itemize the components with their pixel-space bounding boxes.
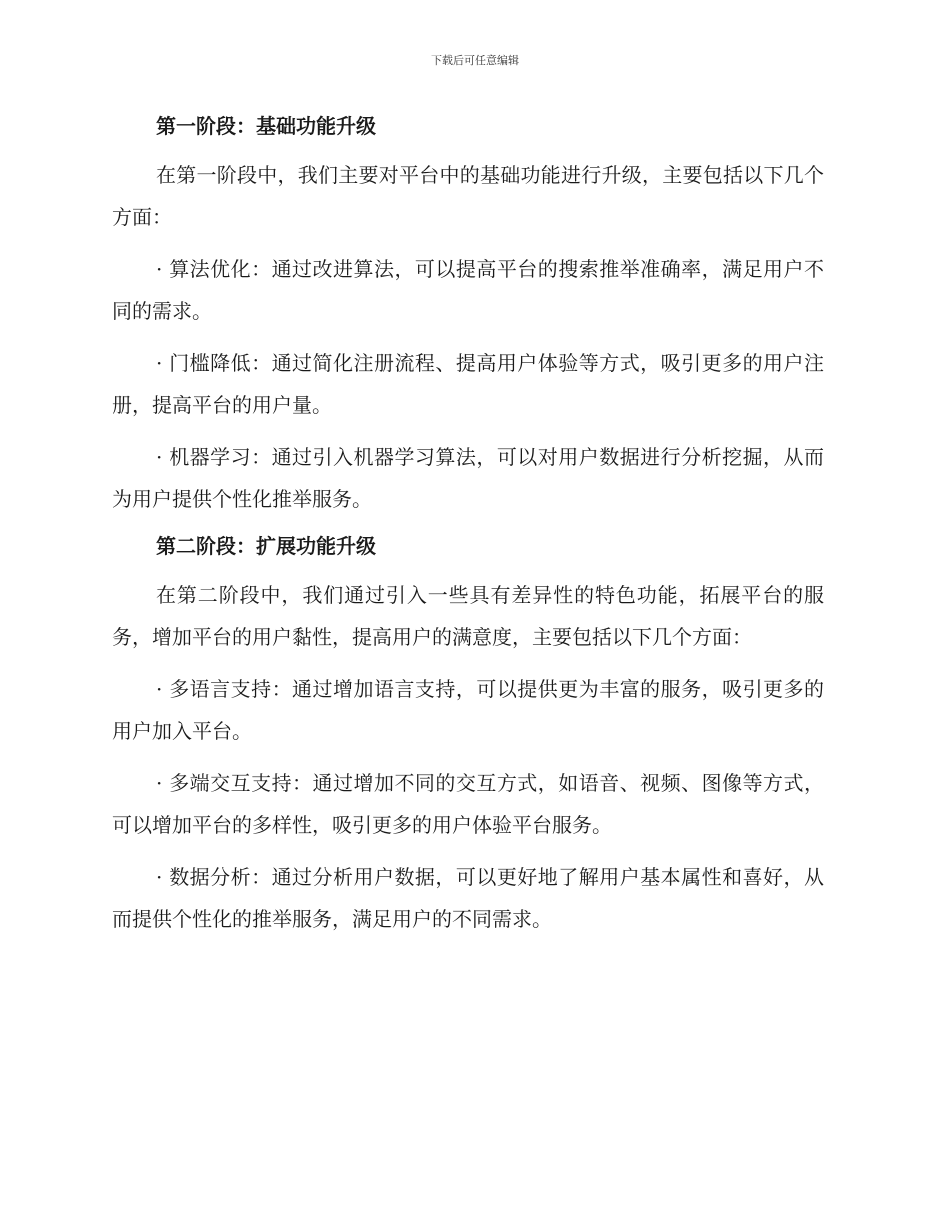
section-2-item-2: · 多端交互支持：通过增加不同的交互方式，如语音、视频、图像等方式，可以增加平台的多样性，吸引更多的用户体验平台服务。 — [112, 771, 824, 837]
section-1-item-3: · 机器学习：通过引入机器学习算法，可以对用户数据进行分析挖掘，从而为用户提供个性化推举服务。 — [112, 445, 824, 511]
section-1-intro: 在第一阶段中，我们主要对平台中的基础功能进行升级，主要包括以下几个方面： — [112, 163, 824, 229]
section-1-heading: 第一阶段：基础功能升级 — [156, 114, 376, 138]
section-1-item-1: · 算法优化：通过改进算法，可以提高平台的搜索推举准确率，满足用户不同的需求。 — [112, 257, 824, 323]
section-2-item-3: · 数据分析：通过分析用户数据，可以更好地了解用户基本属性和喜好，从而提供个性化的推举服务，满足用户的不同需求。 — [112, 865, 824, 931]
section-2-heading: 第二阶段：扩展功能升级 — [156, 534, 376, 558]
section-2-item-1: · 多语言支持：通过增加语言支持，可以提供更为丰富的服务，吸引更多的用户加入平台。 — [112, 677, 824, 743]
header-note: 下载后可任意编辑 — [431, 54, 519, 67]
document-body — [112, 110, 824, 950]
section-2-intro: 在第二阶段中，我们通过引入一些具有差异性的特色功能，拓展平台的服务，增加平台的用户黏性，提高用户的满意度，主要包括以下几个方面： — [112, 583, 824, 649]
section-1-item-2: · 门槛降低：通过简化注册流程、提高用户体验等方式，吸引更多的用户注册，提高平台的用户量。 — [112, 351, 824, 417]
